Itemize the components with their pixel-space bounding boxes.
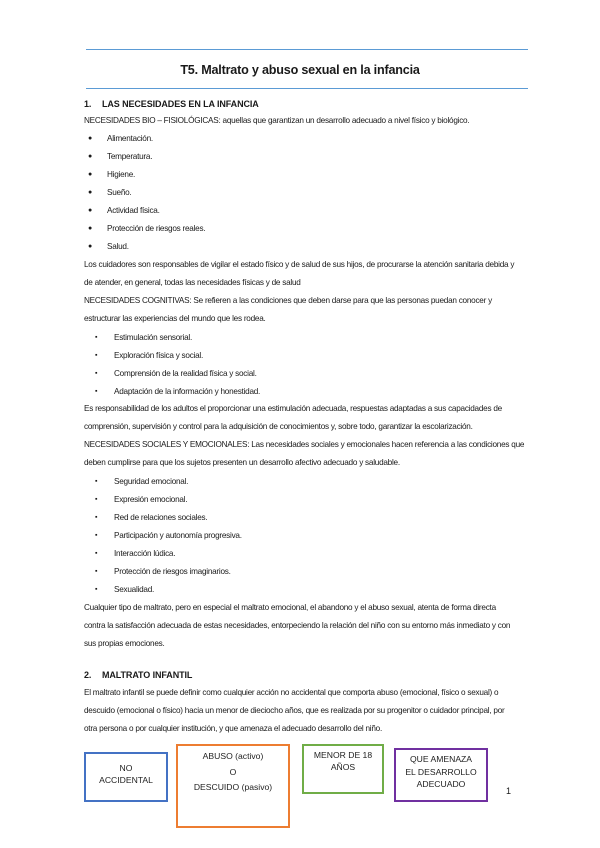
box-line: EL DESARROLLO bbox=[405, 766, 477, 777]
soc-intro-text: Las necesidades sociales y emocionales hacen referencia a las condiciones que bbox=[249, 440, 525, 449]
paragraph-line: sus propias emociones. bbox=[84, 638, 165, 648]
top-rule bbox=[86, 49, 528, 50]
list-item: ● Temperatura. bbox=[84, 148, 205, 166]
cog-intro bbox=[84, 292, 540, 328]
list-item: ▪ Comprensión de la realidad física y social. bbox=[91, 365, 260, 383]
list-item: ▪ Seguridad emocional. bbox=[91, 473, 242, 491]
diagram-box-abuso-descuido bbox=[176, 744, 290, 828]
paragraph-line: estructurar las experiencias del mundo que les rodea. bbox=[84, 313, 266, 323]
paragraph-line: deben cumplirse para que los sujetos presenten un desarrollo afectivo adecuado y saludable. bbox=[84, 457, 400, 467]
paragraph-line: de atender, en general, todas las necesidades físicas y de salud bbox=[84, 277, 301, 287]
list-item: ● Sueño. bbox=[84, 184, 205, 202]
paragraph-line: contra la satisfacción adecuada de estas necesidades, entorpeciendo la relación del niño con su entorno más inmediato y con bbox=[84, 620, 511, 630]
paragraph-line: otra persona o por cualquier institución, y que amenaza el adecuado desarrollo del niño. bbox=[84, 723, 382, 733]
box-line: QUE AMENAZA bbox=[409, 754, 473, 764]
bio-intro-text: aquellas que garantizan un desarrollo adecuado a nivel físico y biológico. bbox=[220, 116, 470, 125]
box-line: ABUSO (activo) bbox=[202, 751, 264, 761]
paragraph-line: El maltrato infantil se puede definir como cualquier acción no accidental que comporta abuso (emocional, físico o sexual) o bbox=[84, 688, 499, 697]
list-item: ● Actividad física. bbox=[84, 202, 205, 220]
closing-paragraph bbox=[84, 599, 540, 653]
list-item: ▪ Expresión emocional. bbox=[91, 491, 242, 509]
page-title: T5. Maltrato y abuso sexual en la infancia bbox=[180, 63, 420, 77]
maltrato-definition bbox=[84, 684, 540, 738]
bio-intro bbox=[84, 112, 540, 130]
soc-intro bbox=[84, 436, 540, 472]
section-2-title: MALTRATO INFANTIL bbox=[102, 670, 193, 680]
list-item: ● Alimentación. bbox=[84, 130, 205, 148]
section-1-number: 1. bbox=[84, 99, 92, 109]
section-2-heading bbox=[84, 670, 192, 680]
paragraph-line: Los cuidadores son responsables de vigilar el estado físico y de salud de sus hijos, de procurarse la atención sanitaria debida y bbox=[84, 260, 515, 269]
section-2-number: 2. bbox=[84, 670, 92, 680]
page-number: 1 bbox=[506, 786, 512, 796]
list-item: ● Higiene. bbox=[84, 166, 205, 184]
title-rule bbox=[86, 88, 528, 89]
box-line: DESCUIDO (pasivo) bbox=[193, 782, 273, 792]
cog-paragraph bbox=[84, 400, 540, 436]
cog-intro-text: Se refieren a las condiciones que deben darse para que las personas puedan conocer y bbox=[191, 296, 492, 305]
list-item: ▪ Participación y autonomía progresiva. bbox=[91, 527, 242, 545]
box-line: O bbox=[229, 766, 237, 777]
box-line: AÑOS bbox=[330, 762, 356, 772]
box-line: MENOR DE 18 bbox=[313, 750, 373, 760]
bio-paragraph bbox=[84, 256, 540, 292]
paragraph-line: Cualquier tipo de maltrato, pero en especial el maltrato emocional, el abandono y el abuso sexual, atenta de forma directa bbox=[84, 603, 496, 612]
section-1-heading bbox=[84, 99, 259, 109]
cog-list bbox=[91, 329, 260, 401]
list-item: ● Protección de riesgos reales. bbox=[84, 220, 205, 238]
diagram-box-menor-18 bbox=[302, 744, 384, 794]
box-line: NO bbox=[119, 763, 133, 773]
list-item: ▪ Red de relaciones sociales. bbox=[91, 509, 242, 527]
section-1-title: LAS NECESIDADES EN LA INFANCIA bbox=[102, 99, 259, 109]
cog-label: NECESIDADES COGNITIVAS: bbox=[84, 296, 192, 305]
box-line: ADECUADO bbox=[416, 779, 466, 789]
diagram-box-no-accidental bbox=[84, 752, 168, 802]
soc-label: NECESIDADES SOCIALES Y EMOCIONALES: bbox=[84, 440, 250, 449]
list-item: ▪ Estimulación sensorial. bbox=[91, 329, 260, 347]
list-item: ▪ Interacción lúdica. bbox=[91, 545, 242, 563]
list-item: ▪ Sexualidad. bbox=[91, 581, 242, 599]
list-item: ● Salud. bbox=[84, 238, 205, 256]
list-item: ▪ Protección de riesgos imaginarios. bbox=[91, 563, 242, 581]
paragraph-line: descuido (emocional o físico) hacia un menor de dieciocho años, que es realizada por su progenitor o cuidador principal, por bbox=[84, 705, 505, 715]
list-item: ▪ Exploración física y social. bbox=[91, 347, 260, 365]
bio-label: NECESIDADES BIO – FISIOLÓGICAS: bbox=[84, 116, 221, 125]
paragraph-line: Es responsabilidad de los adultos el proporcionar una estimulación adecuada, respuestas adaptadas a sus capacidades de bbox=[84, 404, 502, 413]
list-item: ▪ Adaptación de la información y honestidad. bbox=[91, 383, 260, 401]
box-line: ACCIDENTAL bbox=[99, 775, 153, 785]
bio-list bbox=[84, 130, 205, 256]
paragraph-line: comprensión, supervisión y control para la adquisición de conocimientos y, sobre todo, garantizar la escolarización. bbox=[84, 421, 473, 431]
soc-list bbox=[91, 473, 242, 599]
diagram-box-amenaza bbox=[394, 748, 488, 802]
